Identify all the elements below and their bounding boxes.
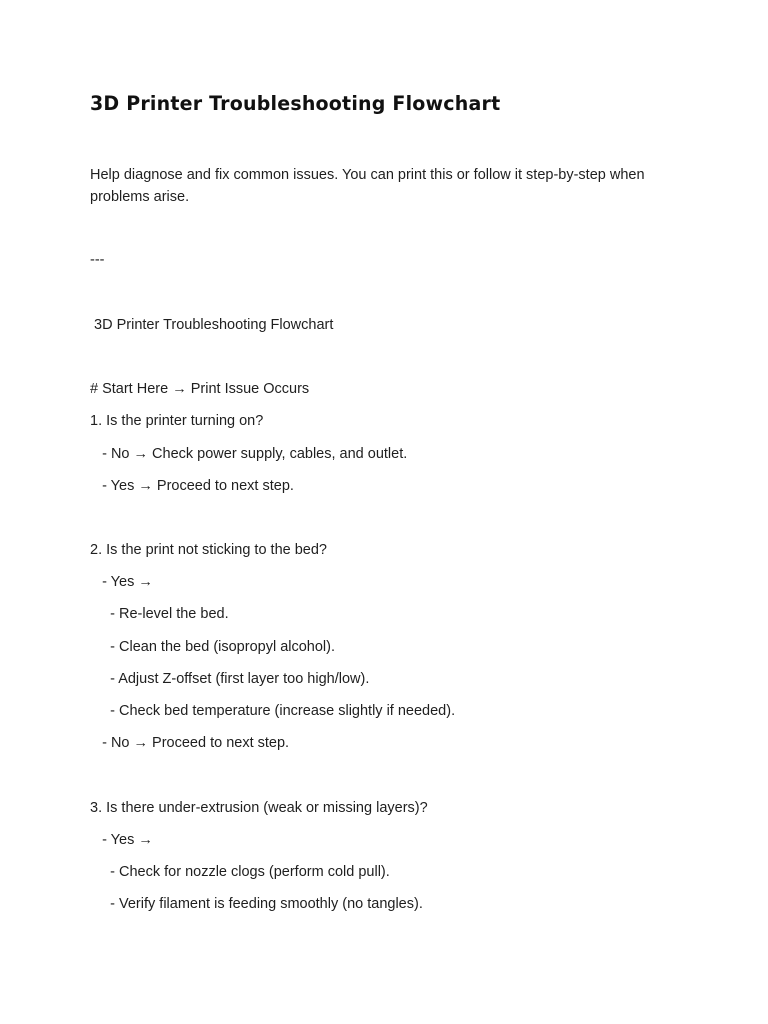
start-heading: # Start Here → Print Issue Occurs: [90, 381, 310, 397]
question-3: 3. Is there under-extrusion (weak or missing layers)?: [90, 800, 428, 816]
question-2-no: - No → Proceed to next step.: [90, 735, 290, 751]
question-2-step: - Check bed temperature (increase slightly if needed).: [90, 703, 456, 719]
question-2-step: - Clean the bed (isopropyl alcohol).: [90, 639, 336, 655]
flowchart-subtitle: 3D Printer Troubleshooting Flowchart: [90, 317, 334, 333]
question-2-step: - Re-level the bed.: [90, 606, 229, 622]
question-3-step: - Check for nozzle clogs (perform cold pull).: [90, 864, 390, 880]
question-1: 1. Is the printer turning on?: [90, 413, 264, 429]
divider-text: ---: [90, 252, 105, 268]
question-2-yes: - Yes →: [90, 574, 153, 590]
intro-paragraph: Help diagnose and fix common issues. You can print this or follow it step-by-step when problems arise.: [90, 167, 645, 205]
question-2-step: - Adjust Z-offset (first layer too high/low).: [90, 671, 370, 687]
question-1-no: - No → Check power supply, cables, and outlet.: [90, 446, 408, 462]
question-2: 2. Is the print not sticking to the bed?: [90, 542, 327, 558]
question-3-yes: - Yes →: [90, 832, 153, 848]
document-title: 3D Printer Troubleshooting Flowchart: [90, 92, 501, 116]
question-3-step: - Verify filament is feeding smoothly (no tangles).: [90, 896, 423, 912]
question-1-yes: - Yes → Proceed to next step.: [90, 478, 294, 494]
